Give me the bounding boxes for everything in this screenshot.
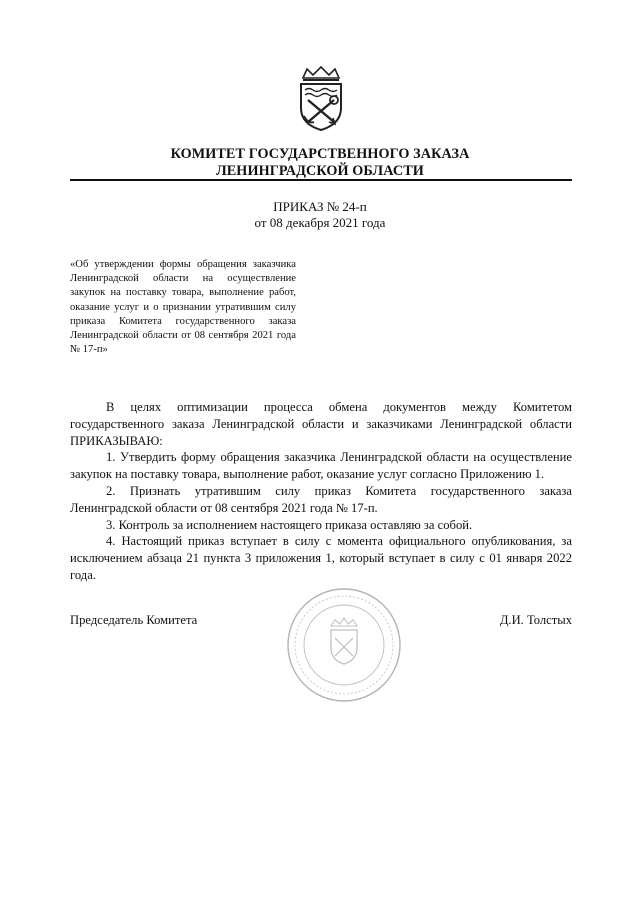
order-preamble: В целях оптимизации процесса обмена документов между Комитетом государственного заказа Ленинградской области и заказчиками Ленинградской области ПРИКАЗЫВАЮ:: [70, 400, 572, 448]
order-heading: [0, 199, 640, 231]
official-seal-icon: [285, 586, 403, 704]
order-date: от 08 декабря 2021 года: [254, 215, 386, 230]
organization-name: [0, 146, 640, 180]
organization-name-line1: КОМИТЕТ ГОСУДАРСТВЕННОГО ЗАКАЗА: [170, 146, 470, 162]
order-title: ПРИКАЗ № 24-п: [273, 199, 367, 214]
order-item-2: 2. Признать утратившим силу приказ Комитета государственного заказа Ленинградской области от 08 сентября 2021 года № 17-п.: [70, 483, 572, 515]
header-divider: [70, 179, 572, 181]
order-item-4: 4. Настоящий приказ вступает в силу с момента официального опубликования, за исключением абзаца 21 пункта 3 приложения 1, который вступает в силу с 01 января 2022 года.: [70, 534, 572, 582]
order-subject: «Об утверждении формы обращения заказчика Ленинградской области на осуществление закупок на поставку товара, выполнение работ, оказание услуг и о признании утратившим силу приказа Комитета государственного заказа Ленинградской области от 08 сентября 2021 года № 17-п»: [70, 259, 296, 356]
order-item-1: 1. Утвердить форму обращения заказчика Ленинградской области на осуществление закупок на поставку товара, выполнение работ, оказание услуг согласно Приложению 1.: [70, 450, 572, 482]
signatory-name: Д.И. Толстых: [499, 613, 572, 627]
organization-name-line2: ЛЕНИНГРАДСКОЙ ОБЛАСТИ: [216, 163, 424, 179]
signatory-position: Председатель Комитета: [70, 613, 198, 627]
order-item-3: 3. Контроль за исполнением настоящего приказа оставляю за собой.: [106, 517, 473, 532]
order-body: [70, 399, 572, 584]
coat-of-arms-icon: [293, 66, 349, 132]
